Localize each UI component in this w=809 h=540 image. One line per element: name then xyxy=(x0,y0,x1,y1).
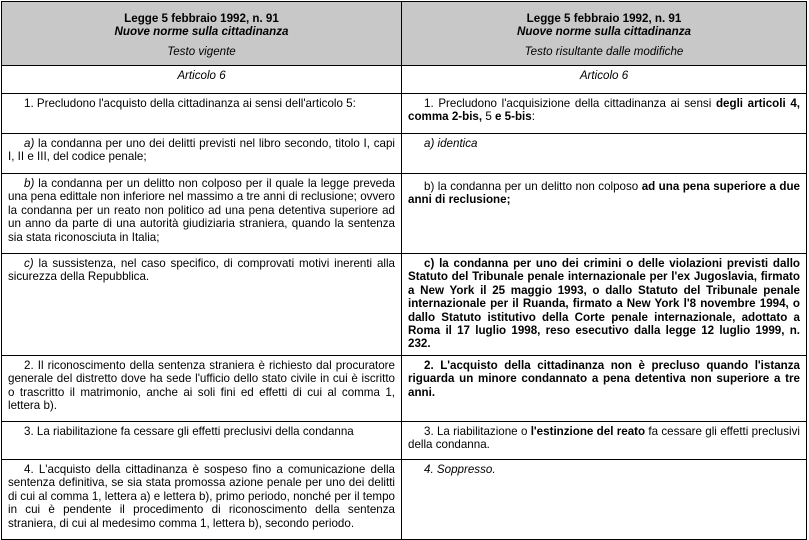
header-right-subtitle: Nuove norme sulla cittadinanza xyxy=(517,25,691,39)
paragraph-1-amended xyxy=(408,97,800,124)
paragraph-4-amended: 4. Soppresso. xyxy=(424,463,496,476)
text-segment: la condanna per un delitto non colposo per il quale la legge preveda una pena edittale non inferiore nel massimo a tre anni di reclusione; ovvero la condanna per un reato non politico ad una pena detentiva superiore ad un anno da parte di una autorità giudiziaria straniera, quando la sentenza sia stata riconosciuta in Italia; xyxy=(8,177,395,244)
table-row xyxy=(2,134,807,174)
header-left-title: Legge 5 febbraio 1992, n. 91 xyxy=(124,12,279,25)
letter-c-amended: c) la condanna per uno dei crimini o delle violazioni previsti dallo Statuto del Tribunale penale internazionale per l'ex Jugoslavia, firmato a New York il 25 maggio 1993, o dallo Statuto del Tribunale penale internazionale per il Ruanda, firmato a New York l'8 novembre 1994, o dallo Statuto istitutivo della Corte penale internazionale, adottato a Roma il 17 luglio 1998, reso esecutivo dalla legge 12 luglio 1999, n. 232. xyxy=(408,257,800,351)
text-segment: 3. La riabilitazione xyxy=(424,425,521,438)
text-segment: o xyxy=(520,425,531,438)
row-right-cell xyxy=(402,356,807,422)
text-segment: la sussistenza, nel caso specifico, di comprovati motivi inerenti alla sicurezza della Repubblica. xyxy=(8,257,395,284)
row-left-cell xyxy=(2,422,402,460)
paragraph-4-current: 4. L'acquisto della cittadinanza è sospeso fino a comunicazione della sentenza definitiva, se sia stata promossa azione penale per uno dei delitti di cui al comma 1, lettera a) e lettera b), primo periodo, nonché per il tempo in cui è pendente il procedimento di riconoscimento della sentenza straniera, di cui al medesimo comma 1, lettera b), secondo periodo. xyxy=(8,463,395,530)
paragraph-1-current: 1. Precludono l'acquisto della cittadinanza ai sensi dell'articolo 5: xyxy=(24,97,356,110)
row-left-cell xyxy=(2,460,402,540)
table-row xyxy=(2,356,807,422)
letter-a-amended: a) identica xyxy=(424,137,478,150)
article-left: Articolo 6 xyxy=(2,66,402,94)
row-right-cell xyxy=(402,94,807,134)
comparison-table xyxy=(1,1,807,540)
header-left-note: Testo vigente xyxy=(167,44,236,58)
article-row xyxy=(2,66,807,94)
table-row xyxy=(2,174,807,254)
paragraph-2-amended: 2. L'acquisto della cittadinanza non è precluso quando l'istanza riguarda un minore condannato a pena detentiva non superiore a tre anni. xyxy=(408,359,800,399)
text-segment: fa cessare gli effetti preclusivi della condanna. xyxy=(408,425,800,452)
text-segment: : xyxy=(531,110,535,124)
table-row xyxy=(2,422,807,460)
header-row xyxy=(2,2,807,66)
header-right-title: Legge 5 febbraio 1992, n. 91 xyxy=(526,12,682,25)
header-left xyxy=(2,2,402,66)
row-left-cell xyxy=(2,94,402,134)
table-row xyxy=(2,94,807,134)
row-left-cell xyxy=(2,356,402,422)
letter-c-current xyxy=(8,257,395,284)
letter-b-amended xyxy=(408,180,800,207)
comparison-document xyxy=(1,1,806,540)
text-segment: b) la condanna per un delitto non colposo xyxy=(424,180,642,193)
row-left-cell xyxy=(2,254,402,356)
row-right-cell xyxy=(402,460,807,540)
header-right xyxy=(402,2,807,66)
row-right-cell xyxy=(402,422,807,460)
article-right: Articolo 6 xyxy=(402,66,807,94)
letter-label: a) xyxy=(24,137,35,150)
header-left-subtitle: Nuove norme sulla cittadinanza xyxy=(114,25,289,39)
text-segment: 5 xyxy=(482,110,495,124)
row-left-cell xyxy=(2,174,402,254)
bold-segment: degli articoli 4, comma 2-bis, xyxy=(408,97,800,124)
letter-a-current xyxy=(8,137,395,164)
row-right-cell xyxy=(402,134,807,174)
text-segment: 1. Precludono l'acquisizione della cittadinanza ai sensi xyxy=(424,97,716,110)
text-segment: la condanna per uno dei delitti previsti nel libro secondo, titolo I, capi I, II e III, del codice penale; xyxy=(8,137,395,164)
bold-segment: ad una pena superiore a due anni di reclusione; xyxy=(408,180,800,207)
letter-label: c) xyxy=(24,257,34,270)
row-right-cell xyxy=(402,254,807,356)
paragraph-2-current: 2. Il riconoscimento della sentenza straniera è richiesto dal procuratore generale del distretto dove ha sede l'ufficio dello stato civile in cui è iscritto o trascritto il matrimonio, anche ai soli fini ed effetti di cui al comma 1, lettera b). xyxy=(8,359,395,413)
row-right-cell xyxy=(402,174,807,254)
paragraph-3-current: 3. La riabilitazione fa cessare gli effetti preclusivi della condanna xyxy=(24,425,354,438)
bold-segment: l'estinzione del reato xyxy=(530,425,646,438)
table-row xyxy=(2,460,807,540)
letter-b-current xyxy=(8,177,395,244)
table-row xyxy=(2,254,807,356)
bold-segment: e 5-bis xyxy=(495,110,532,124)
paragraph-3-amended xyxy=(408,425,800,452)
header-right-note: Testo risultante dalle modifiche xyxy=(524,44,684,58)
letter-label: b) xyxy=(24,177,35,190)
row-left-cell xyxy=(2,134,402,174)
